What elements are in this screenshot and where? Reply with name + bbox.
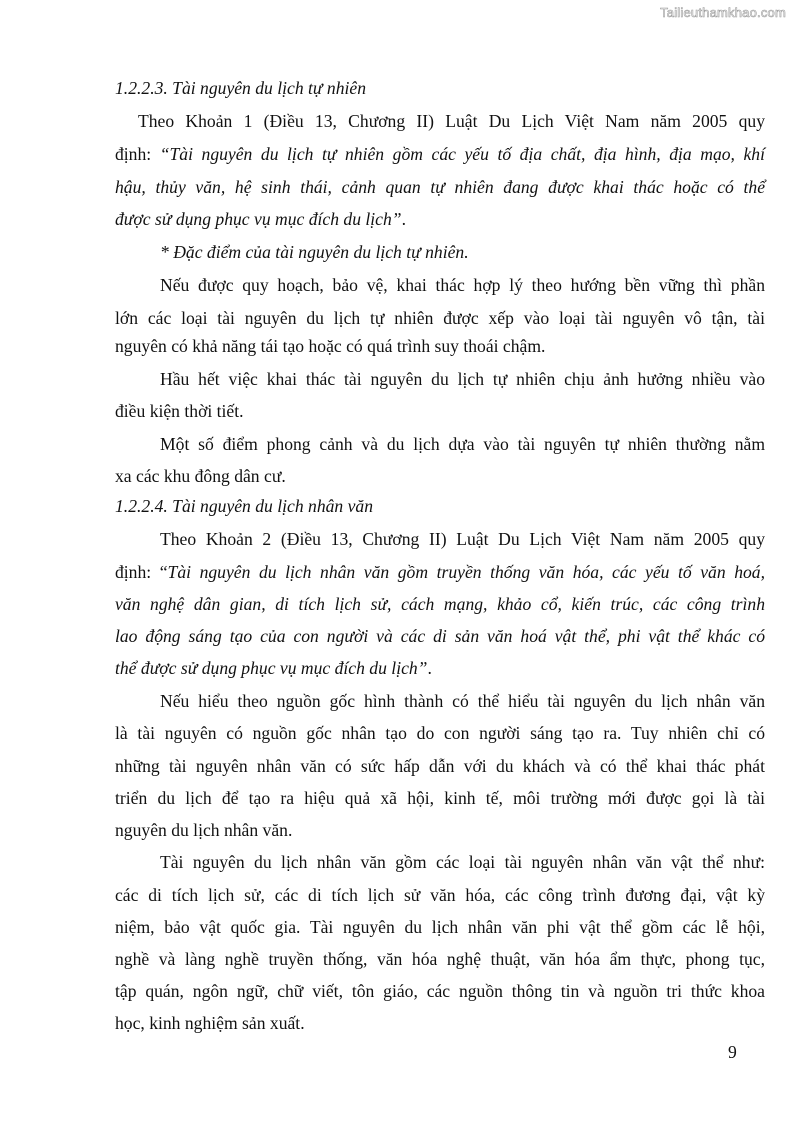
- text-line: [115, 466, 765, 486]
- text-line: [115, 78, 765, 98]
- text-line: [115, 949, 765, 969]
- text-line: [160, 529, 765, 549]
- text-line: [115, 562, 765, 582]
- text-line: [160, 691, 765, 711]
- text-line: [160, 434, 765, 454]
- italic-text: 1.2.2.3. Tài nguyên du lịch tự nhiên: [115, 78, 366, 98]
- italic-text: hậu, thủy văn, hệ sinh thái, cảnh quan tự nhiên đang được khai thác hoặc có thể: [115, 177, 765, 197]
- text: nguyên có khả năng tái tạo hoặc có quá trình suy thoái chậm.: [115, 336, 546, 356]
- text: học, kinh nghiệm sản xuất.: [115, 1013, 305, 1033]
- text: triển du lịch để tạo ra hiệu quả xã hội, kinh tế, môi trường mới được gọi là tài: [115, 788, 765, 808]
- italic-text: văn nghệ dân gian, di tích lịch sử, cách mạng, khảo cổ, kiến trúc, các công trình: [115, 594, 765, 614]
- watermark: Tailieuthamkhao.com: [660, 5, 786, 20]
- italic-text: thể được sử dụng phục vụ mục đích du lịch”: [115, 658, 428, 678]
- text-line: [115, 1013, 765, 1033]
- text: .: [401, 209, 406, 229]
- text: các di tích lịch sử, các di tích lịch sử văn hóa, các công trình đương đại, vật kỳ: [115, 885, 765, 905]
- text-line: [160, 852, 765, 872]
- text-line: [115, 308, 765, 328]
- text-line: [115, 658, 765, 678]
- text: Nếu hiểu theo nguồn gốc hình thành có thể hiểu tài nguyên du lịch nhân văn: [160, 691, 765, 711]
- text-line: [115, 177, 765, 197]
- text: xa các khu đông dân cư.: [115, 466, 286, 486]
- italic-text: được sử dụng phục vụ mục đích du lịch”: [115, 209, 402, 229]
- text-line: [160, 275, 765, 295]
- text-line: [115, 820, 765, 840]
- text-line: [115, 496, 765, 516]
- text: Hầu hết việc khai thác tài nguyên du lịch tự nhiên chịu ảnh hưởng nhiều vào: [160, 369, 765, 389]
- text-line: [160, 369, 765, 389]
- text: lớn các loại tài nguyên du lịch tự nhiên được xếp vào loại tài nguyên vô tận, tài: [115, 308, 765, 328]
- text-line: [115, 723, 765, 743]
- text-line: [115, 594, 765, 614]
- text-line: [160, 242, 765, 262]
- text: những tài nguyên nhân văn có sức hấp dẫn với du khách và có thể khai thác phát: [115, 756, 765, 776]
- text: Theo Khoản 2 (Điều 13, Chương II) Luật Du Lịch Việt Nam năm 2005 quy: [160, 529, 765, 549]
- text: Nếu được quy hoạch, bảo vệ, khai thác hợp lý theo hướng bền vững thì phần: [160, 275, 765, 295]
- text: Một số điểm phong cảnh và du lịch dựa vào tài nguyên tự nhiên thường nằm: [160, 434, 765, 454]
- italic-text: Tài nguyên du lịch nhân văn gồm truyền thống văn hóa, các yếu tố văn hoá,: [167, 562, 766, 582]
- text: tập quán, ngôn ngữ, chữ viết, tôn giáo, các nguồn thông tin và nguồn tri thức khoa: [115, 981, 765, 1001]
- page-number: 9: [728, 1042, 737, 1062]
- text: là tài nguyên có nguồn gốc nhân tạo do con người sáng tạo ra. Tuy nhiên chỉ có: [115, 723, 765, 743]
- text: Tài nguyên du lịch nhân văn gồm các loại tài nguyên nhân văn vật thể như:: [160, 852, 765, 872]
- text-line: [115, 401, 765, 421]
- text-line: [115, 917, 765, 937]
- italic-text: lao động sáng tạo của con người và các di sản văn hoá vật thể, phi vật thể khác có: [115, 626, 765, 646]
- text: niệm, bảo vật quốc gia. Tài nguyên du lịch nhân văn phi vật thể gồm các lễ hội,: [115, 917, 765, 937]
- text-line: [115, 336, 765, 356]
- text: .: [427, 658, 432, 678]
- text-line: [138, 111, 765, 131]
- text: nguyên du lịch nhân văn.: [115, 820, 293, 840]
- text: định: “: [115, 562, 168, 582]
- text-line: [115, 885, 765, 905]
- italic-text: “Tài nguyên du lịch tự nhiên gồm các yếu tố địa chất, địa hình, địa mạo, khí: [159, 144, 765, 164]
- text-line: [115, 209, 765, 229]
- text-line: [115, 626, 765, 646]
- text: định:: [115, 144, 160, 164]
- text-line: [115, 144, 765, 164]
- text-line: [115, 756, 765, 776]
- text: Theo Khoản 1 (Điều 13, Chương II) Luật Du Lịch Việt Nam năm 2005 quy: [138, 111, 765, 131]
- text-line: [115, 788, 765, 808]
- italic-text: * Đặc điểm của tài nguyên du lịch tự nhiên.: [160, 242, 469, 262]
- text-line: [115, 981, 765, 1001]
- italic-text: 1.2.2.4. Tài nguyên du lịch nhân văn: [115, 496, 374, 516]
- text: điều kiện thời tiết.: [115, 401, 244, 421]
- text: nghề và làng nghề truyền thống, văn hóa nghệ thuật, văn hóa ẩm thực, phong tục,: [115, 949, 765, 969]
